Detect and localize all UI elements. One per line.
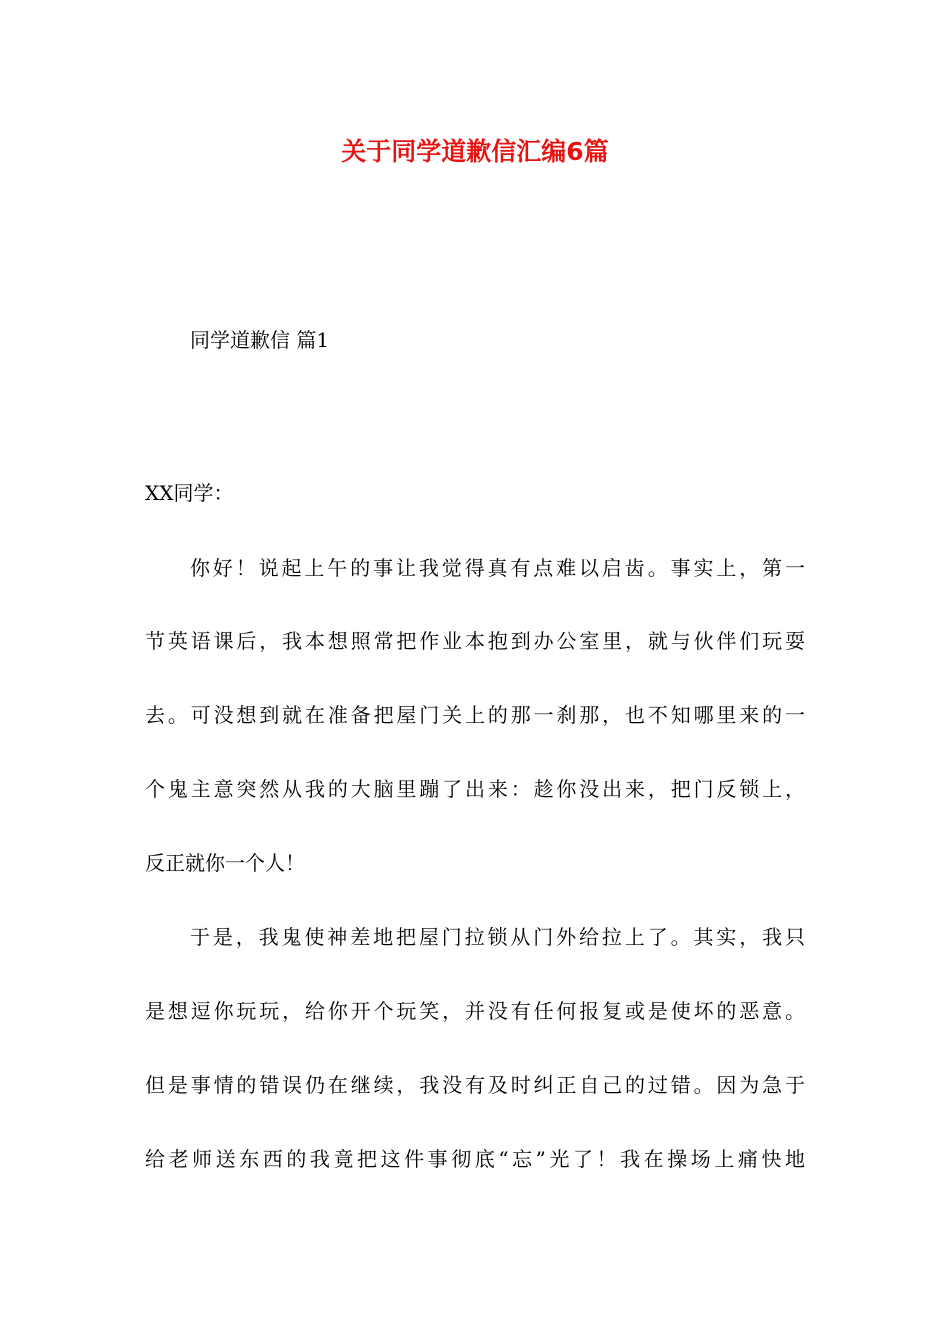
paragraph-line: 去。可没想到就在准备把屋门关上的那一刹那，也不知哪里来的一 — [145, 703, 805, 727]
salutation: XX同学： — [145, 481, 234, 505]
paragraph-line: 节英语课后，我本想照常把作业本抱到办公室里，就与伙伴们玩耍 — [145, 629, 805, 653]
document-title: 关于同学道歉信汇编6篇 — [341, 137, 609, 166]
paragraph-line: 个鬼主意突然从我的大脑里蹦了出来：趁你没出来，把门反锁上， — [145, 777, 805, 801]
paragraph-line: 你好！说起上午的事让我觉得真有点难以启齿。事实上，第一 — [190, 556, 805, 580]
section-heading: 同学道歉信 篇1 — [190, 328, 330, 352]
paragraph-line: 是想逗你玩玩，给你开个玩笑，并没有任何报复或是使坏的恶意。 — [145, 999, 805, 1023]
paragraph-line: 给老师送东西的我竟把这件事彻底“忘”光了！我在操场上痛快地 — [145, 1147, 805, 1171]
paragraph-line: 但是事情的错误仍在继续，我没有及时纠正自己的过错。因为急于 — [145, 1073, 805, 1097]
paragraph-line: 于是，我鬼使神差地把屋门拉锁从门外给拉上了。其实，我只 — [190, 925, 805, 949]
paragraph-line: 反正就你一个人！ — [145, 851, 305, 875]
